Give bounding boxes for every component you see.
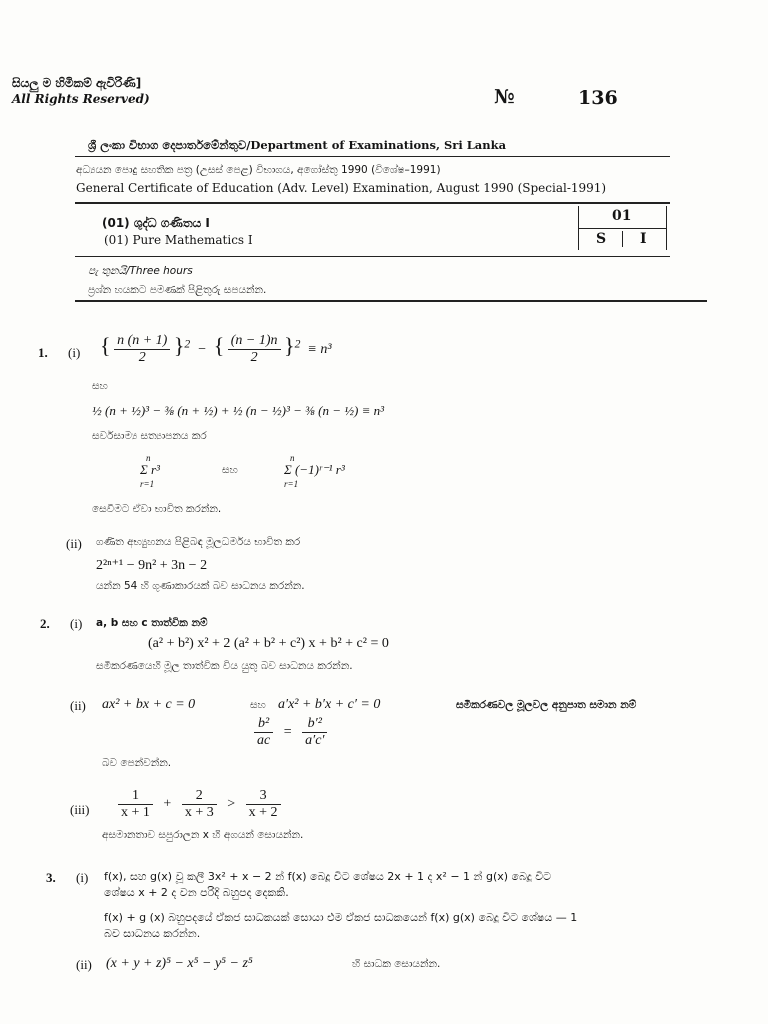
q2-ii-saha: සහ xyxy=(250,699,266,711)
q3-expression: (x + y + z)⁵ − x⁵ − y⁵ − z⁵ xyxy=(106,956,253,971)
q2-ratio-equation xyxy=(254,716,327,749)
q2-eq-ii-b: a′x² + b′x + c′ = 0 xyxy=(278,697,381,712)
q2-iii-f3-num: 3 xyxy=(246,788,281,805)
q3-number: 3. xyxy=(46,870,56,885)
department-heading: ශ්‍රී ලංකා විභාග දෙපාර්තමේන්තුව/Department of Examinations, Sri Lanka xyxy=(88,138,507,152)
q1-number: 1. xyxy=(38,345,48,360)
header-rule-thick xyxy=(75,202,670,204)
rights-reserved-si: සියලු ම හිමිකම් ඇවිරිණි] xyxy=(12,76,142,90)
q2-ratio-text: සමීකරණවල මූලවල අනුපාත සමාන නම් xyxy=(456,699,637,711)
q2-iii-text: අසමානතාව සපුරාලන x හි අගයන් සොයන්න. xyxy=(102,829,304,841)
exam-title-si: අධ්‍යයන පොදු සහතික පත්‍ර (උසස් පෙළ) විභාගය, අගෝස්තු 1990 (විශේෂ–1991) xyxy=(76,164,441,176)
q1-eq1-num2: (n − 1)n xyxy=(228,333,281,350)
q2-part-iii: (iii) xyxy=(70,802,90,817)
q3-line-2: ශේෂය x + 2 ද වන පරිදි බහුපද දෙකකි. xyxy=(104,886,289,899)
number-label: № xyxy=(494,86,515,108)
q2-frac1-den: ac xyxy=(257,733,271,748)
q2-frac2-num: b′² xyxy=(302,716,327,733)
q2-eq-ii-a: ax² + bx + c = 0 xyxy=(102,697,196,712)
q3-part-i: (i) xyxy=(76,870,89,885)
q1-eq1-den2: 2 xyxy=(250,350,258,366)
q2-equation: (a² + b²) x² + 2 (a² + b² + c²) x + b² + c² = 0 xyxy=(148,636,389,651)
rights-reserved-en: All Rights Reserved) xyxy=(12,92,150,106)
q2-iii-plus: + xyxy=(163,796,172,812)
q2-number: 2. xyxy=(40,616,50,631)
q1-part-ii: (ii) xyxy=(66,536,82,551)
duration: පැ තුනයි/Three hours xyxy=(88,265,193,277)
q1-eq1-num1: n (n + 1) xyxy=(114,333,170,350)
subject-en: (01) Pure Mathematics I xyxy=(104,233,253,247)
subject-si: (01) ශුද්ධ ගණිතය I xyxy=(102,216,210,230)
q2-inequality xyxy=(118,788,281,821)
code-box-mid xyxy=(622,231,623,247)
q2-iii-f2-den: x + 3 xyxy=(184,805,214,820)
q1-sum2-bottom: r=1 xyxy=(284,479,299,489)
q3-line-1: f(x), සහ g(x) වූ කලී 3x² + x − 2 න් f(x) බෙදූ විට ශේෂය 2x + 1 ද x² − 1 න් g(x) බෙදූ විට xyxy=(104,870,552,883)
q3-line-4: බව සාධනය කරන්න. xyxy=(104,927,201,940)
q2-iii-f1-num: 1 xyxy=(118,788,153,805)
subject-code-i: I xyxy=(640,231,647,247)
q2-frac-eq: = xyxy=(283,724,292,740)
subject-code-s: S xyxy=(596,231,607,247)
q2-iii-f2-num: 2 xyxy=(182,788,217,805)
q3-line-3: f(x) + g (x) බහුපදයේ ඒකජ සාධකයක් සොයා එම ඒකජ සාධකයෙන් f(x) g(x) බෙදූ විට ශේෂය — 1 xyxy=(104,911,578,924)
q1-sum1: Σ r³ xyxy=(140,462,160,477)
q1-divisible-text: යන්න 54 හි ගුණාකාරයක් බව සාධනය කරන්න. xyxy=(96,580,305,592)
q1-equation-1: { $\frac{n (n + 1)}{2}$ }$^2$ − { $\frac{(n - 1)n}{2}$ }$^2$ ≡ n³ xyxy=(100,333,332,366)
q1-sum1-top: n xyxy=(146,453,151,463)
q2-frac1-num: b² xyxy=(254,716,273,733)
header-rule xyxy=(75,156,670,157)
q2-frac2-den: a′c′ xyxy=(305,733,325,748)
q1-expression: 2²ⁿ⁺¹ − 9n² + 3n − 2 xyxy=(96,558,208,573)
q2-iii-f3-den: x + 2 xyxy=(248,805,278,820)
q1-identity-text: සර්වසාම්‍ය සත්‍යාපනය කර xyxy=(92,430,207,442)
q2-part-i: (i) xyxy=(70,616,83,631)
q2-iii-f1-den: x + 1 xyxy=(121,805,150,820)
code-box-divider xyxy=(578,228,667,229)
q1-eq1-den1: 2 xyxy=(138,350,146,366)
q1-eq1-rhs: ≡ n³ xyxy=(307,342,332,357)
paper-number: 136 xyxy=(578,87,618,109)
q3-part-ii: (ii) xyxy=(76,957,92,972)
header-bottom-rule xyxy=(75,300,707,302)
q1-equation-2: ½ (n + ½)³ − ⅜ (n + ½) + ½ (n − ½)³ − ⅜ (n − ½) ≡ n³ xyxy=(92,403,385,418)
subject-code: 01 xyxy=(612,208,632,224)
q2-equation-text: සමීකරණයෙහි මූල තාත්වික විය යුතු බව සාධනය කරන්න. xyxy=(96,660,353,672)
q2-show-text: බව පෙන්වන්න. xyxy=(102,757,172,769)
q2-part-ii: (ii) xyxy=(70,698,86,713)
q3-expression-text: හි සාධක සොයන්න. xyxy=(352,958,441,970)
q1-saha: සහ xyxy=(92,380,108,392)
exam-title-en: General Certificate of Education (Adv. Level) Examination, August 1990 (Special-1991) xyxy=(76,181,607,195)
instruction: ප්‍රශ්න හයකට පමණක් පිළිතුරු සපයන්න. xyxy=(88,284,267,296)
q1-sum-saha: සහ xyxy=(222,464,238,476)
q1-induction-text: ගණිත අභ්‍යුහනය පිළිබඳ මූලධර්මය භාවිත කර xyxy=(96,536,301,548)
q2-intro: a, b සහ c තාත්වික නම් xyxy=(96,617,208,629)
subject-rule xyxy=(75,256,670,257)
q2-iii-gt: > xyxy=(227,796,236,812)
q1-sum-text: සෙවීමට ඒවා භාවිත කරන්න. xyxy=(92,503,222,515)
q1-sum1-bottom: r=1 xyxy=(140,479,155,489)
q1-sum2-top: n xyxy=(290,453,295,463)
q1-sum2: Σ (−1)ʳ⁻¹ r³ xyxy=(284,462,345,477)
q1-part-i: (i) xyxy=(68,345,81,360)
